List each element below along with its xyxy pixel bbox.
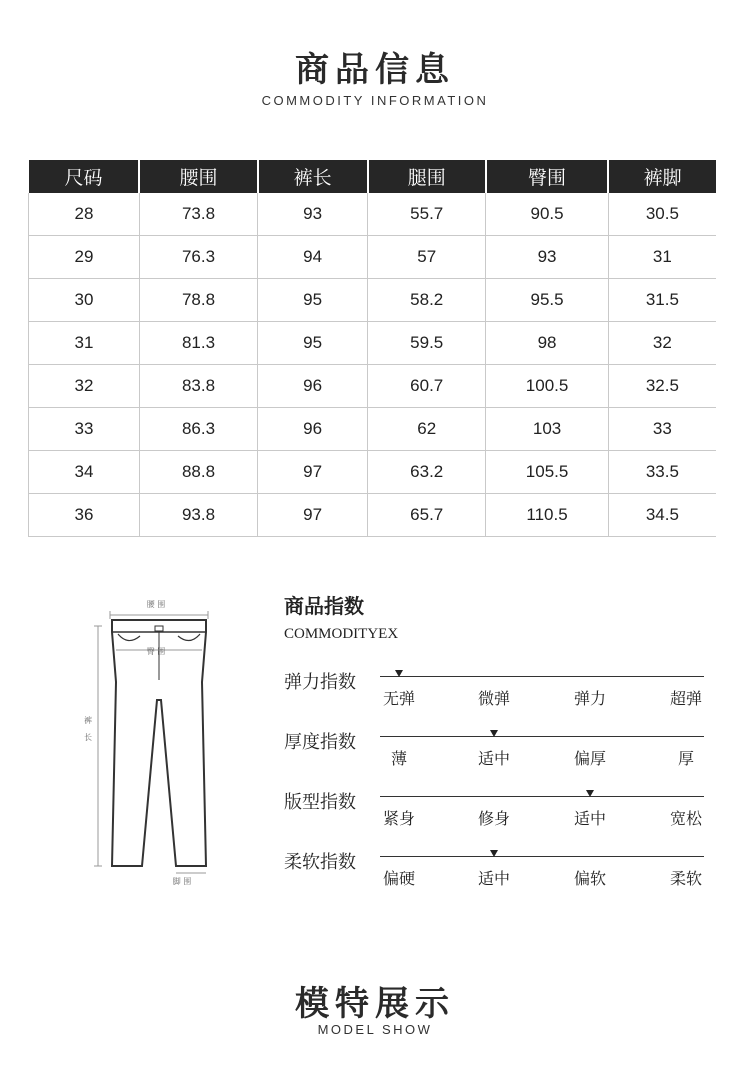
table-cell: 30 [29,279,140,322]
table-cell: 32 [608,322,716,365]
table-cell: 97 [258,494,368,537]
table-cell: 33 [29,408,140,451]
index-scale-line [380,856,704,857]
pants-diagram [78,590,238,890]
diagram-hem-label: 脚 围 [172,877,192,886]
info-title: 商品信息 [295,50,455,90]
index-row [284,728,714,778]
index-option: 偏软 [573,869,607,888]
table-cell: 93.8 [139,494,257,537]
column-header: 腰围 [139,160,257,193]
index-marker-icon [490,850,498,857]
column-header: 裤长 [258,160,368,193]
table-row [29,494,717,537]
index-scale-line [380,796,704,797]
table-cell: 73.8 [139,193,257,236]
index-option: 厚 [677,749,695,768]
size-table [28,160,716,537]
index-option: 微弹 [477,689,511,708]
table-row [29,365,717,408]
table-cell: 88.8 [139,451,257,494]
table-cell: 76.3 [139,236,257,279]
table-cell: 31.5 [608,279,716,322]
index-label: 厚度指数 [284,732,356,753]
table-cell: 78.8 [139,279,257,322]
table-cell: 93 [258,193,368,236]
table-cell: 95 [258,322,368,365]
table-cell: 62 [368,408,486,451]
index-option: 适中 [477,749,511,768]
index-subtitle: COMMODITYEX [284,626,399,642]
index-row [284,848,714,898]
table-row [29,236,717,279]
index-option: 薄 [390,749,408,768]
table-cell: 31 [29,322,140,365]
table-cell: 94 [258,236,368,279]
table-cell: 36 [29,494,140,537]
index-label: 柔软指数 [284,852,356,873]
index-option: 修身 [477,809,511,828]
index-row [284,668,714,718]
table-cell: 105.5 [486,451,608,494]
table-cell: 93 [486,236,608,279]
column-header: 尺码 [29,160,140,193]
table-cell: 34 [29,451,140,494]
table-cell: 30.5 [608,193,716,236]
index-row [284,788,714,838]
table-row [29,193,717,236]
index-scale-line [380,676,704,677]
index-marker-icon [395,670,403,677]
index-scale-line [380,736,704,737]
table-cell: 110.5 [486,494,608,537]
table-row [29,322,717,365]
table-cell: 58.2 [368,279,486,322]
column-header: 臀围 [486,160,608,193]
table-cell: 103 [486,408,608,451]
table-cell: 86.3 [139,408,257,451]
table-row [29,279,717,322]
table-cell: 63.2 [368,451,486,494]
model-subtitle: MODEL SHOW [317,1022,433,1037]
table-cell: 65.7 [368,494,486,537]
table-cell: 29 [29,236,140,279]
table-row [29,408,717,451]
table-cell: 32 [29,365,140,408]
table-cell: 34.5 [608,494,716,537]
index-option: 适中 [573,809,607,828]
model-title: 模特展示 [295,984,455,1024]
table-cell: 55.7 [368,193,486,236]
size-table-header [29,160,717,193]
table-cell: 59.5 [368,322,486,365]
index-option: 无弹 [382,689,416,708]
table-cell: 31 [608,236,716,279]
index-option: 弹力 [573,689,607,708]
table-cell: 33 [608,408,716,451]
info-subtitle: COMMODITY INFORMATION [261,93,489,108]
index-marker-icon [490,730,498,737]
diagram-hip-label: 臀 围 [146,647,166,656]
table-cell: 32.5 [608,365,716,408]
index-option: 柔软 [669,869,703,888]
diagram-length-label-1: 裤 [84,716,92,725]
table-row [29,451,717,494]
table-cell: 98 [486,322,608,365]
table-cell: 81.3 [139,322,257,365]
table-cell: 95 [258,279,368,322]
table-cell: 60.7 [368,365,486,408]
table-cell: 97 [258,451,368,494]
index-marker-icon [586,790,594,797]
table-cell: 57 [368,236,486,279]
diagram-waist-label: 腰 围 [146,600,166,609]
index-title: 商品指数 [284,594,364,618]
table-cell: 33.5 [608,451,716,494]
index-option: 超弹 [669,689,703,708]
column-header: 腿围 [368,160,486,193]
table-cell: 28 [29,193,140,236]
index-label: 弹力指数 [284,672,356,693]
table-cell: 83.8 [139,365,257,408]
table-cell: 96 [258,408,368,451]
table-cell: 100.5 [486,365,608,408]
table-cell: 96 [258,365,368,408]
index-option: 偏硬 [382,869,416,888]
index-option: 偏厚 [573,749,607,768]
table-cell: 95.5 [486,279,608,322]
table-cell: 90.5 [486,193,608,236]
index-option: 宽松 [669,809,703,828]
column-header: 裤脚 [608,160,716,193]
index-option: 紧身 [382,809,416,828]
diagram-length-label-2: 长 [84,733,92,742]
index-option: 适中 [477,869,511,888]
index-label: 版型指数 [284,792,356,813]
